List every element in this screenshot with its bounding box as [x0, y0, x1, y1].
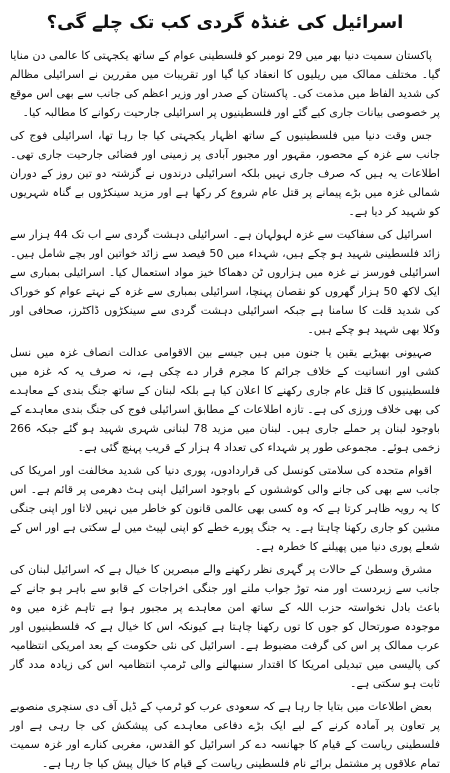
article-paragraph: صہیونی بھیڑیے یقین یا جنون میں ہیں جیسے بین الاقوامی عدالت انصاف غزہ میں نسل کشی اور انسانیت کے خلاف جرائم کا مجرم قرار دے چکی ہے، نہ صرف یہ کہ غزہ میں فلسطینیوں کا قتل عام جاری رکھنے کا اعلان کیا ہے بلکہ لبنان کے ساتھ جنگ بندی کے معاہدے کی بھی خلاف ورزی کی ہے۔ تازہ اطلاعات کے مطابق اسرائیلی فوج کی جنگ بندی معاہدے کے باوجود لبنان پر حملے جاری ہیں۔ لبنان میں مزید 78 لبنانی شہری شہید ہو گئے جبکہ 266 زخمی ہوئے۔ مجموعی طور پر شہداء کی تعداد 4 ہزار کے قریب پہنچ گئی ہے۔: [10, 346, 440, 454]
article-body: [10, 46, 440, 773]
article-paragraph: مشرق وسطیٰ کے حالات پر گہری نظر رکھنے والے مبصرین کا خیال ہے کہ اسرائیل لبنان کی جانب سے زبردست اور منہ توڑ جواب ملنے اور جنگی اخراجات کے قابو سے باہر ہو جانے کے باعث بادل نخواستہ حزب اللہ کے ساتھ امن معاہدے پر مجبور ہوا ہے تاہم غزہ میں وہ موجودہ صورتحال کو جوں کا توں رکھنا چاہتا ہے کیونکہ اس کا خیال ہے کہ فلسطینیوں اور عرب ممالک پر اس کی گرفت مضبوط ہے۔ اسرائیل کی نئی حکومت کے بعد امریکی انتظامیہ کی پالیسی میں تبدیلی امریکا کا اقتدار سنبھالنے والی ٹرمپ انتظامیہ اس کی زیادہ مدد گار ثابت ہو سکتی ہے۔: [10, 563, 440, 690]
article-paragraph: پاکستان سمیت دنیا بھر میں 29 نومبر کو فلسطینی عوام کے ساتھ یکجہتی کا عالمی دن منایا گیا۔ مختلف ممالک میں ریلیوں کا انعقاد کیا گیا اور تقریبات میں مقررین نے اسرائیلی مظالم کی شدید الفاظ میں مذمت کی۔ پاکستان کے صدر اور وزیر اعظم کی جانب سے بھی اس موقع پر خصوصی بیانات جاری کیے گئے اور فلسطینیوں پر اسرائیلی جارحیت رکوانے کا مطالبہ کیا۔: [10, 49, 440, 119]
article-paragraph: اسرائیل کی سفاکیت سے غزہ لہولہان ہے۔ اسرائیلی دہشت گردی سے اب تک 44 ہزار سے زائد فلسطینی شہید ہو چکے ہیں، شہداء میں 50 فیصد سے زائد خواتین اور بچے شامل ہیں۔ اسرائیلی فورسز نے غزہ میں ہزاروں ٹن دھماکا خیز مواد استعمال کیا۔ اسرائیلی بمباری سے ایک لاکھ 50 ہزار گھروں کو نقصان پہنچا، اسرائیلی بمباری سے غزہ کے نہتے عوام کو خوراک کی شدید قلت کا سامنا ہے جبکہ اسرائیلی دہشت گردی سے سینکڑوں ڈاکٹرز، صحافی اور وکلا بھی شہید ہو چکے ہیں۔: [10, 228, 440, 336]
article-title: اسرائیل کی غنڈہ گردی کب تک چلے گی؟: [46, 12, 404, 33]
article-paragraph: بعض اطلاعات میں بتایا جا رہا ہے کہ سعودی عرب کو ٹرمپ کے ڈیل آف دی سنچری منصوبے پر تعاون پر آمادہ کرنے کے لیے ایک بڑے دفاعی معاہدے کی پیشکش کی جا رہی ہے اور فلسطینی ریاست کے قیام کا جھانسہ دے کر اسرائیل کو القدس، مغربی کنارے اور غزہ سمیت تمام علاقوں پر مشتمل برائے نام فلسطینی ریاست کے قیام کا خیال پیش کیا جا رہا ہے۔: [10, 700, 440, 770]
article-paragraph: اقوام متحدہ کی سلامتی کونسل کی قراردادوں، پوری دنیا کی شدید مخالفت اور امریکا کی جانب سے بھی کی جانے والی کوششوں کے باوجود اسرائیل اپنی ہٹ دھرمی پر قائم ہے۔ اس کا یہ رویہ ظاہر کرتا ہے کہ وہ کسی بھی عالمی قانون کو خاطر میں نہیں لاتا اور اپنی جنگی مشین کو جاری رکھنا چاہتا ہے۔ یہ جنگ پورے خطے کو اپنی لپیٹ میں لے سکتی ہے اور اس کے شعلے پوری دنیا میں پھیلنے کا خطرہ ہے۔: [10, 464, 440, 553]
article-paragraph: جس وقت دنیا میں فلسطینیوں کے ساتھ اظہار یکجہتی کیا جا رہا تھا، اسرائیلی فوج کی جانب سے غزہ کے محصور، مقہور اور مجبور آبادی پر زمینی اور فضائی جارحیت جاری تھی۔ اطلاعات یہ ہیں کہ صرف جاری نہیں بلکہ اسرائیلی درندوں نے گزشتہ دو تین روز کے دوران شمالی غزہ میں بڑے پیمانے پر قتل عام شروع کر رکھا ہے اور مزید سینکڑوں بے گناہ شہریوں کو شہید کر دیا ہے۔: [10, 129, 440, 218]
